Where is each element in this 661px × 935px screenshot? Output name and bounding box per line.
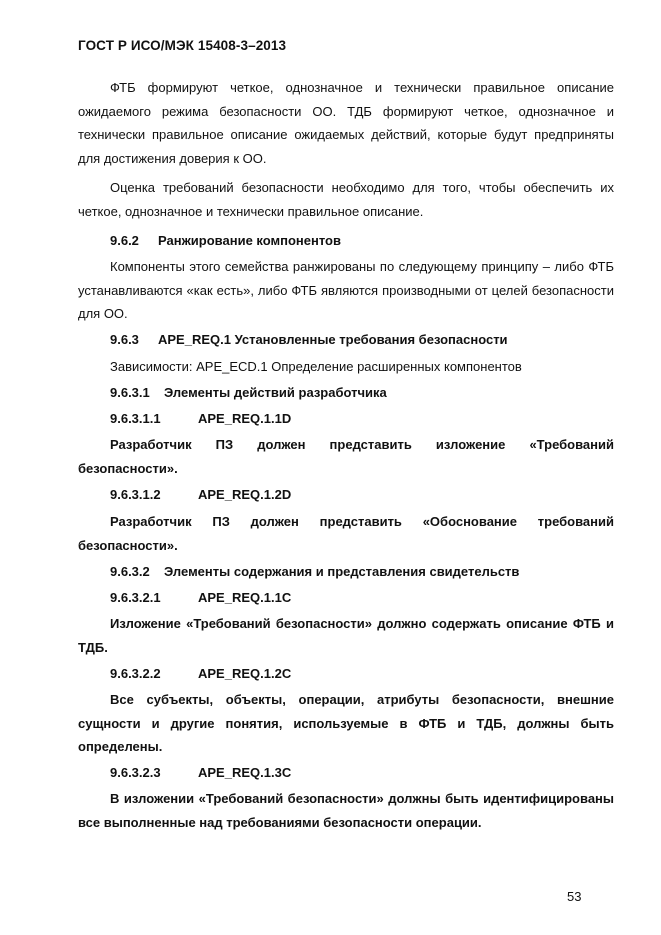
section-title: APE_REQ.1.1D bbox=[198, 411, 292, 426]
section-number: 9.6.2 bbox=[110, 233, 139, 248]
section-number: 9.6.3.2 bbox=[110, 564, 150, 579]
heading-9-6-3-1-1 bbox=[110, 410, 291, 428]
paragraph-ape-req-1-1d: Разработчик ПЗ должен представить изложение «Требований безопасности». bbox=[78, 437, 614, 476]
section-title: APE_REQ.1.1C bbox=[198, 590, 292, 605]
heading-9-6-3-2 bbox=[110, 563, 519, 581]
section-title: APE_REQ.1.2C bbox=[198, 666, 292, 681]
paragraph-ape-req-1-3c: В изложении «Требований безопасности» должны быть идентифицированы все выполненные над требованиями безопасности операции. bbox=[78, 791, 614, 830]
heading-9-6-2 bbox=[110, 232, 341, 250]
heading-9-6-3-1-2 bbox=[110, 486, 291, 504]
page-number: 53 bbox=[567, 889, 582, 904]
heading-9-6-3-1 bbox=[110, 384, 387, 402]
heading-9-6-3 bbox=[110, 331, 508, 349]
section-title: Элементы содержания и представления свидетельств bbox=[164, 564, 520, 579]
section-number: 9.6.3.1.2 bbox=[110, 487, 161, 502]
heading-9-6-3-2-2 bbox=[110, 665, 291, 683]
dependencies-line: Зависимости: APE_ECD.1 Определение расширенных компонентов bbox=[110, 359, 522, 374]
paragraph-ape-req-1-2c: Все субъекты, объекты, операции, атрибуты безопасности, внешние сущности и другие понятия, используемые в ФТБ и ТДБ, должны быть определены. bbox=[78, 692, 614, 754]
paragraph-evaluation: Оценка требований безопасности необходимо для того, чтобы обеспечить их четкое, однозначное и технически правильное описание. bbox=[78, 180, 614, 219]
standard-header: ГОСТ Р ИСО/МЭК 15408-3–2013 bbox=[78, 38, 287, 53]
paragraph-ape-req-1-1c: Изложение «Требований безопасности» должно содержать описание ФТБ и ТДБ. bbox=[78, 616, 614, 655]
section-number: 9.6.3 bbox=[110, 332, 139, 347]
section-number: 9.6.3.2.2 bbox=[110, 666, 161, 681]
section-title: Элементы действий разработчика bbox=[164, 385, 387, 400]
heading-9-6-3-2-3 bbox=[110, 764, 291, 782]
section-title: APE_REQ.1.3C bbox=[198, 765, 292, 780]
section-title: APE_REQ.1.2D bbox=[198, 487, 292, 502]
section-title: APE_REQ.1 Установленные требования безопасности bbox=[158, 332, 508, 347]
paragraph-ranking: Компоненты этого семейства ранжированы по следующему принципу – либо ФТБ устанавливаются «как есть», либо ФТБ являются производными от целей безопасности для ОО. bbox=[78, 259, 614, 321]
section-number: 9.6.3.1 bbox=[110, 385, 150, 400]
section-number: 9.6.3.2.3 bbox=[110, 765, 161, 780]
section-number: 9.6.3.2.1 bbox=[110, 590, 161, 605]
paragraph-ape-req-1-2d: Разработчик ПЗ должен представить «Обоснование требований безопасности». bbox=[78, 514, 614, 553]
section-title: Ранжирование компонентов bbox=[158, 233, 341, 248]
heading-9-6-3-2-1 bbox=[110, 589, 291, 607]
section-number: 9.6.3.1.1 bbox=[110, 411, 161, 426]
paragraph-ftb-tdb: ФТБ формируют четкое, однозначное и технически правильное описание ожидаемого режима безопасности ОО. ТДБ формируют четкое, однозначное и технически правильное описание ожидаемых действий, которые будут предприняты для достижения доверия к ОО. bbox=[78, 80, 614, 166]
